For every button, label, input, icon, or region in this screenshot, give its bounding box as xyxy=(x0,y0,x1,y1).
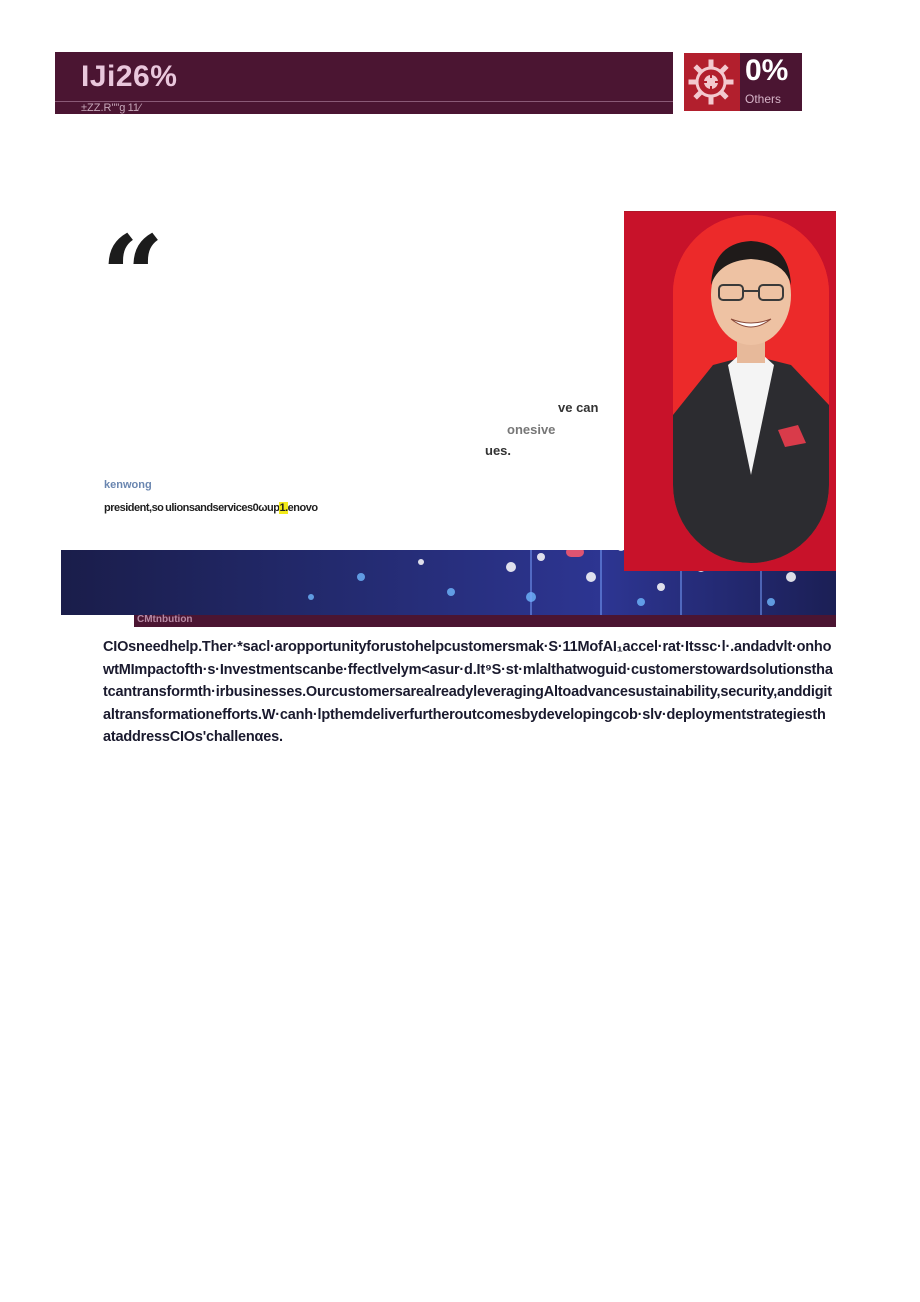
gear-icon xyxy=(684,53,740,111)
quote-fragment: ues. xyxy=(485,443,512,458)
body-paragraph: CIOsneedhelp.Ther·*sacl·aropportunityforustohelpcustomersmak·S·11MofAI₁accel·rat·Itssc·l·.andadvlt·onhowtMImpactofth·s·Investmentscanbe·ffectlvelym<asur·d.It⁹S·st·mlalthatwoguid·customerstowardsolutionsthatcantransformth·irbusinesses.OurcustomersarealreadyleveragingAltoadvancesustainability,security,anddigitaltransformationefforts.W·canh·lpthemdeliverfurtheroutcomesbydevelopingcob·slv·deploymentstrategiesthataddressCIOs'challenαes. xyxy=(103,639,833,745)
stat-caption-text: ±ZZ.R""g 11⁄ xyxy=(81,102,141,114)
speaker-photo-frame xyxy=(624,211,836,571)
speaker-title-text: president,so ulionsandservices0ωup xyxy=(104,502,280,514)
photo-top-strip xyxy=(624,211,836,212)
stat-banner xyxy=(55,52,673,114)
speaker-title-highlight: 1. xyxy=(279,502,288,514)
quote-fragment: ve can xyxy=(558,400,599,415)
speaker-name: kenwong xyxy=(104,479,152,491)
section-label: CMtnbution xyxy=(137,614,193,625)
speaker-photo xyxy=(673,215,829,563)
section-label-bar xyxy=(134,615,836,627)
quote-mark: “ xyxy=(101,211,165,340)
speaker-title-tail: enovo xyxy=(287,502,318,514)
stat-caption xyxy=(81,102,141,114)
quote-fragment: onesive xyxy=(507,422,556,437)
others-value: 0% xyxy=(745,54,789,87)
quote-section xyxy=(61,211,836,615)
speaker-title xyxy=(104,502,318,514)
others-label: Others xyxy=(745,92,782,106)
quote-card xyxy=(61,211,676,550)
others-tile xyxy=(684,53,802,111)
stat-value: IJi26% xyxy=(81,60,178,93)
stat-divider xyxy=(55,101,673,102)
